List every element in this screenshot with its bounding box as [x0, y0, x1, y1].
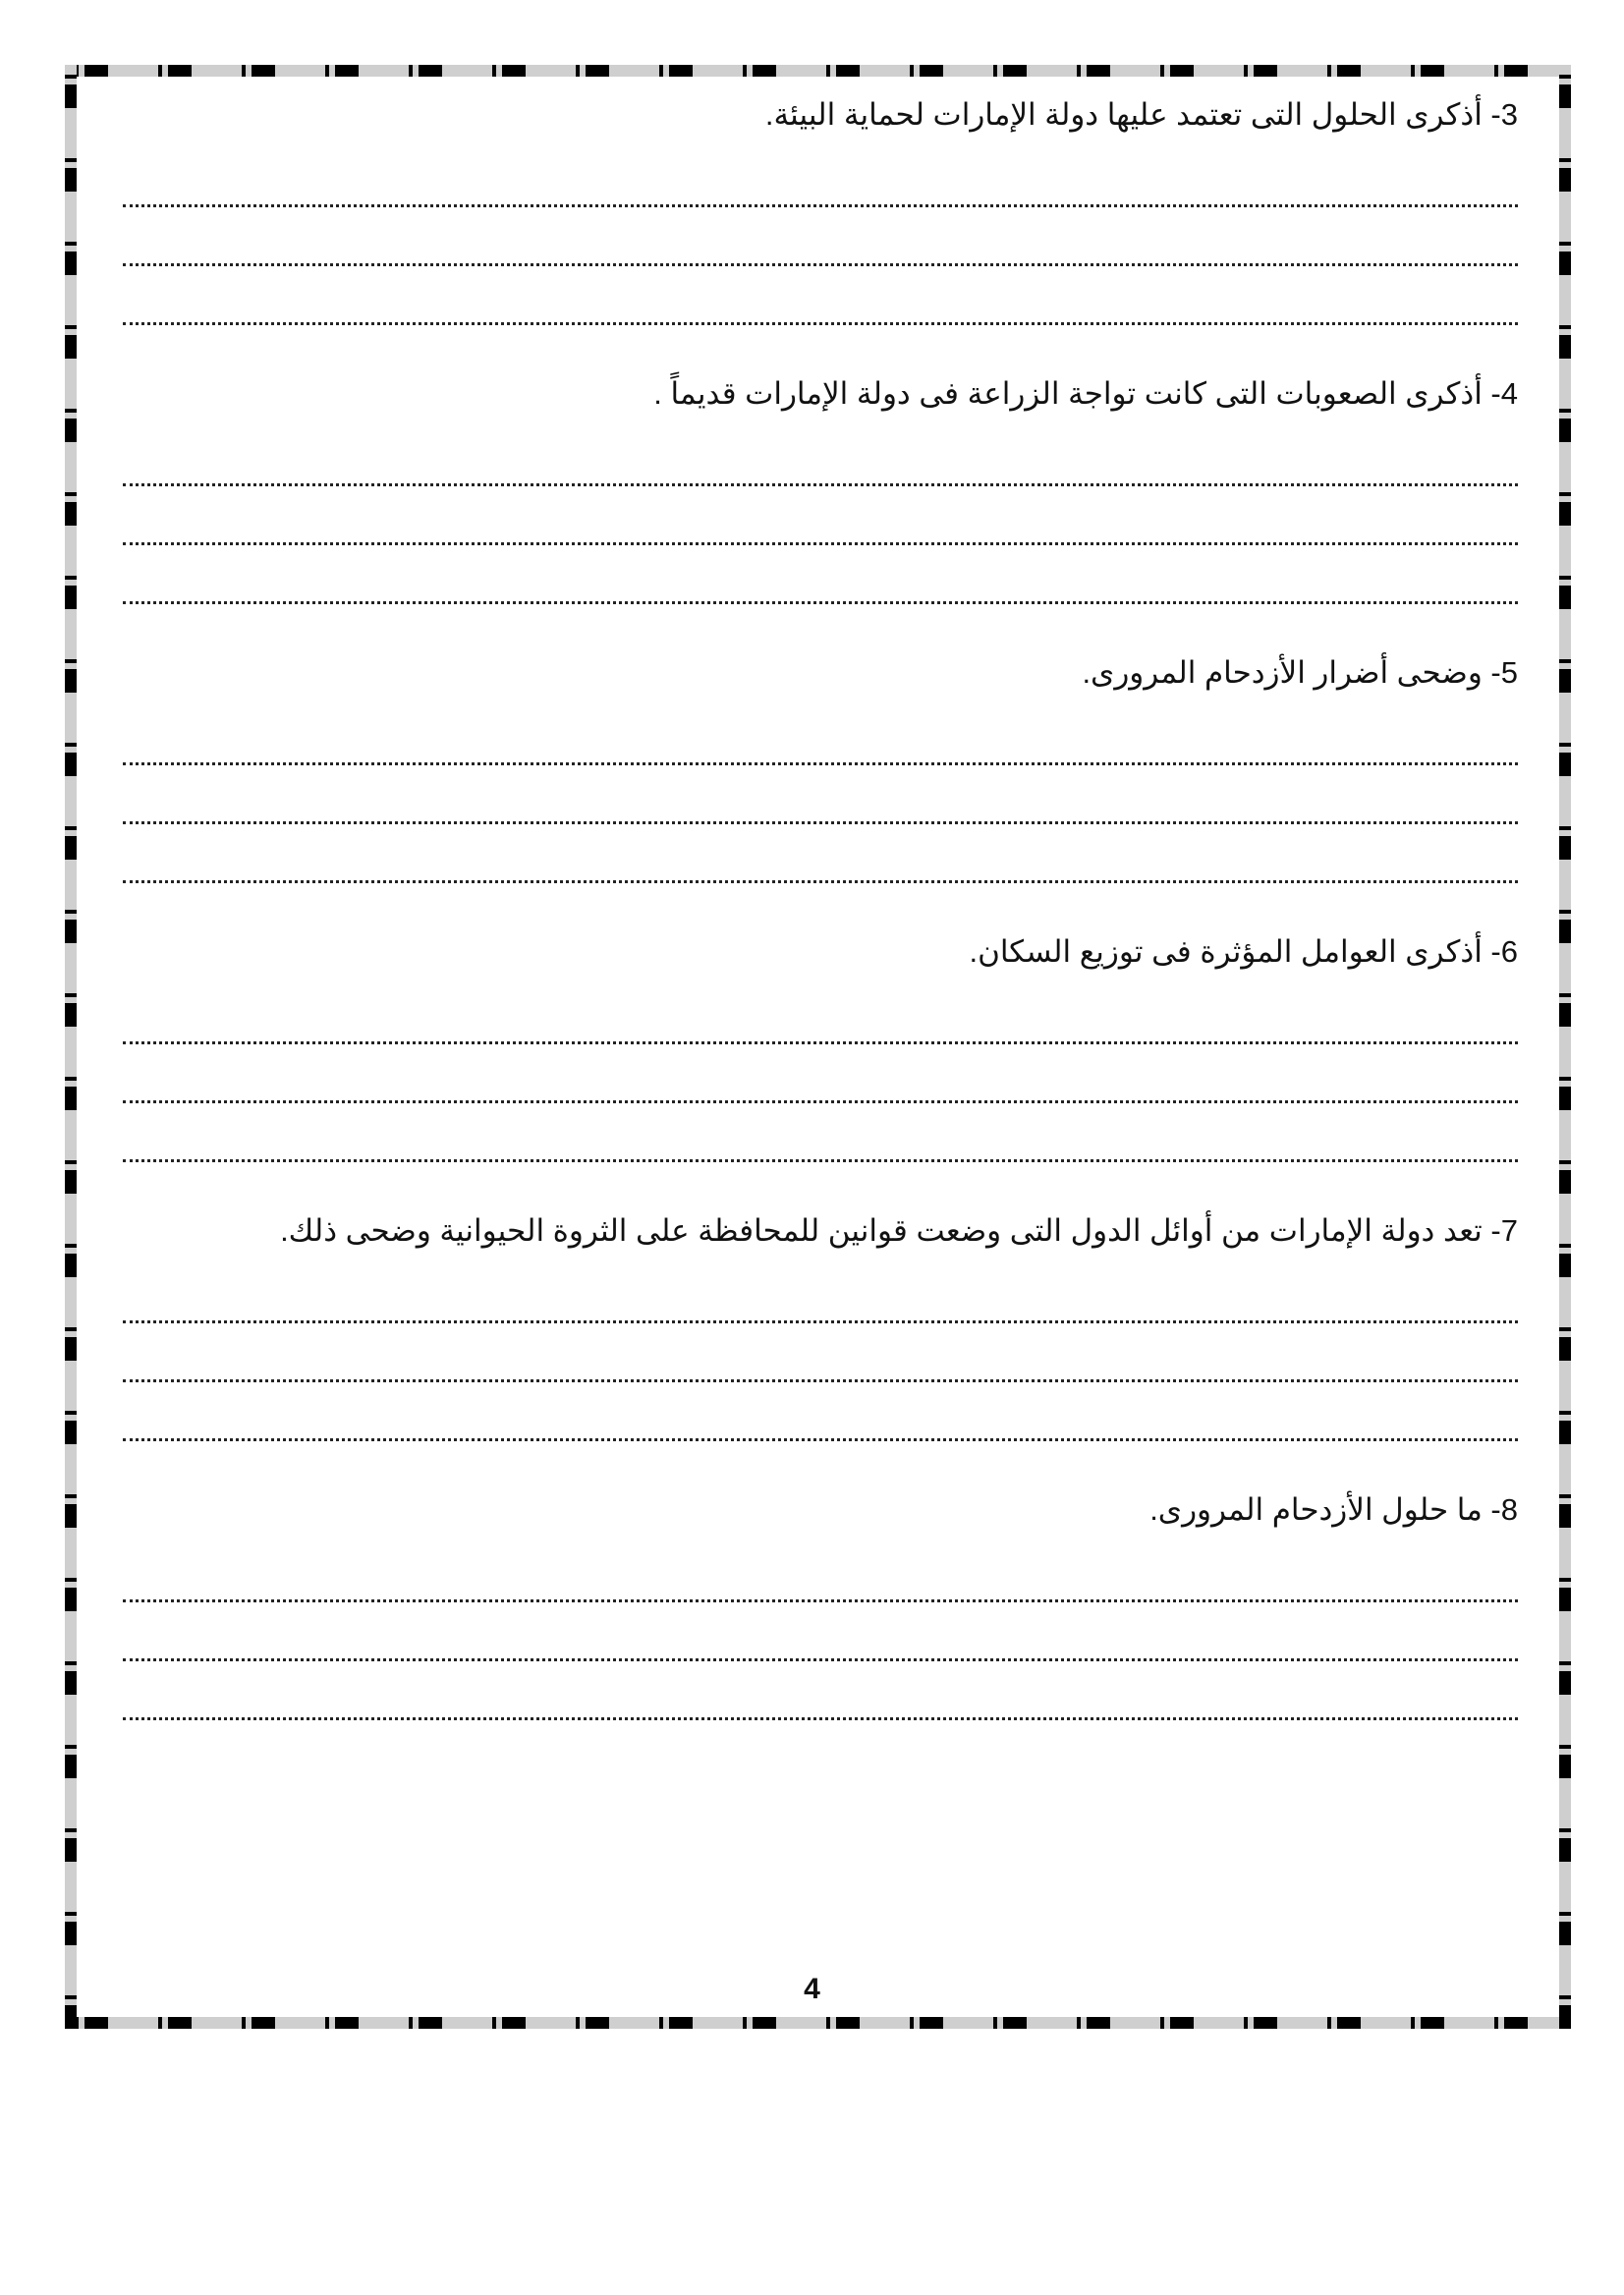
worksheet-content	[123, 93, 1518, 1767]
question-block-5	[123, 651, 1518, 930]
answer-line[interactable]	[123, 846, 1518, 905]
question-3: 3- أذكرى الحلول التى تعتمد عليها دولة الإمارات لحماية البيئة.	[764, 97, 1518, 132]
answer-line[interactable]	[123, 728, 1518, 787]
answer-line[interactable]	[123, 1125, 1518, 1184]
page-border-top	[65, 65, 1571, 77]
answer-line[interactable]	[123, 787, 1518, 846]
answer-line[interactable]	[123, 1404, 1518, 1463]
question-4: 4- أذكرى الصعوبات التى كانت تواجة الزراعة فى دولة الإمارات قديماً .	[653, 376, 1518, 411]
question-block-6	[123, 930, 1518, 1209]
answer-line[interactable]	[123, 288, 1518, 347]
answer-line[interactable]	[123, 1565, 1518, 1624]
question-block-7	[123, 1209, 1518, 1488]
question-6: 6- أذكرى العوامل المؤثرة فى توزيع السكان.	[969, 934, 1518, 969]
answer-line[interactable]	[123, 1286, 1518, 1345]
question-block-8	[123, 1488, 1518, 1767]
answer-line[interactable]	[123, 170, 1518, 229]
answer-line[interactable]	[123, 508, 1518, 567]
answer-line[interactable]	[123, 1007, 1518, 1066]
answer-line[interactable]	[123, 1066, 1518, 1125]
page-border-right	[1559, 65, 1571, 2029]
answer-line[interactable]	[123, 1345, 1518, 1404]
answer-line[interactable]	[123, 1624, 1518, 1683]
page-border-left	[65, 65, 77, 2029]
question-7: 7- تعد دولة الإمارات من أوائل الدول التى وضعت قوانين للمحافظة على الثروة الحيوانية وضحى ذلك.	[280, 1213, 1518, 1248]
page-number: 4	[804, 1973, 820, 2005]
page-border-bottom	[65, 2017, 1571, 2029]
question-5: 5- وضحى أضرار الأزدحام المرورى.	[1082, 655, 1518, 690]
answer-line[interactable]	[123, 567, 1518, 626]
question-block-4	[123, 372, 1518, 651]
question-8: 8- ما حلول الأزدحام المرورى.	[1149, 1492, 1518, 1527]
answer-line[interactable]	[123, 449, 1518, 508]
answer-line[interactable]	[123, 229, 1518, 288]
answer-line[interactable]	[123, 1683, 1518, 1742]
question-block-3	[123, 93, 1518, 372]
